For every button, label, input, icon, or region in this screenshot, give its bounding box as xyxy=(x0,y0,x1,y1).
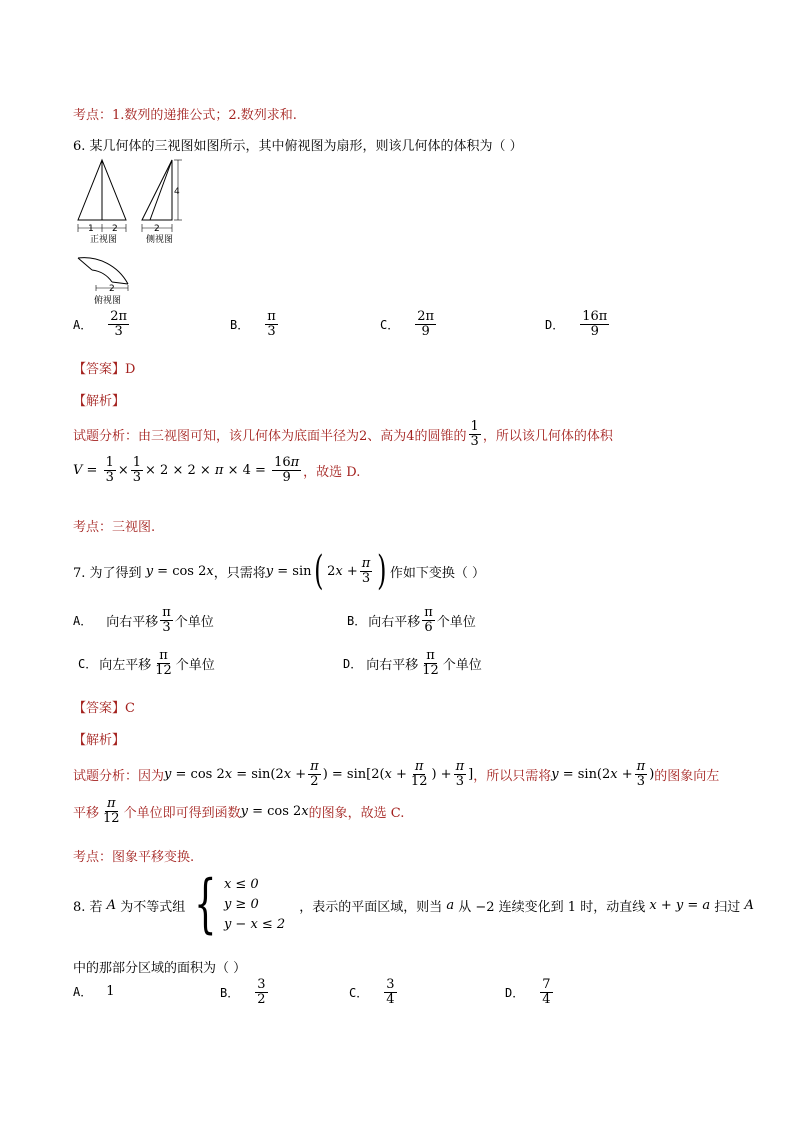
q7-stem-mid: ，只需将 xyxy=(213,565,266,581)
frac-den: 3 xyxy=(267,323,276,339)
option-label: B． xyxy=(230,317,250,332)
q6-option-c xyxy=(380,310,438,338)
analysis-text: 个单位即可得到函数 xyxy=(123,805,241,821)
analysis-conclusion: ，故选 D. xyxy=(303,464,361,480)
option-value: 1 xyxy=(106,984,115,999)
side-view-label: 侧视图 xyxy=(146,235,174,245)
frac-den: 4 xyxy=(542,991,551,1007)
frac-den: 3 xyxy=(114,323,123,339)
q7-option-d xyxy=(343,649,482,677)
front-dim-1: 1 xyxy=(88,224,94,234)
frac-num: 2π xyxy=(110,309,128,324)
option-label: A． xyxy=(73,985,93,999)
side-dim-2: 2 xyxy=(154,224,160,234)
q8-stem-after3: 扫过 xyxy=(714,899,741,915)
top-dim-2: 2 xyxy=(109,284,115,294)
q8-stem-line2: 中的那部分区域的面积为（ ） xyxy=(73,961,247,976)
option-text: 个单位 xyxy=(442,657,482,673)
q6-stem: 6. 某几何体的三视图如图所示，其中俯视图为扇形，则该几何体的体积为（ ） xyxy=(73,139,523,154)
option-text: 个单位 xyxy=(175,657,215,673)
q7-answer xyxy=(73,697,135,716)
analysis-text: 平移 xyxy=(73,805,100,821)
frac-den: 3 xyxy=(470,433,479,449)
frac-num: 3 xyxy=(386,977,395,992)
q8-stem-after2: 从 −2 连续变化到 1 时，动直线 xyxy=(458,899,646,915)
three-view-figure xyxy=(72,158,212,308)
option-label: C． xyxy=(380,317,400,332)
option-text: 向右平移 xyxy=(368,614,421,630)
analysis-text: 的图象，故选 C. xyxy=(308,805,405,821)
q7-option-c xyxy=(78,649,215,677)
option-label: B． xyxy=(347,613,367,628)
frac-num: 7 xyxy=(542,977,551,992)
q7-option-b xyxy=(347,606,476,634)
front-dim-2: 2 xyxy=(112,224,118,234)
q8-option-d xyxy=(505,978,555,1006)
option-text: 个单位 xyxy=(174,614,214,630)
analysis-text: 试题分析：由三视图可知，该几何体为底面半径为2、高为4的圆锥的 xyxy=(73,428,467,444)
frac-den: 12 xyxy=(422,662,439,678)
frac-num: π xyxy=(424,605,433,620)
q6-kaodian: 考点：三视图. xyxy=(73,520,156,535)
inequality: x ≤ 0 xyxy=(223,877,259,892)
q7-stem-end: 作如下变换（ ） xyxy=(389,565,486,581)
q7-option-a xyxy=(73,606,214,634)
analysis-text: ，所以该几何体的体积 xyxy=(482,428,613,444)
option-label: D． xyxy=(343,656,363,671)
option-label: C． xyxy=(78,656,98,671)
front-view xyxy=(78,160,126,220)
answer-value: C xyxy=(125,701,135,716)
q8-stem: 8. 若 A 为不等式组 { x ≤ 0 y ≥ 0 y − x ≤ 2 ，表示的平面区域，则当 a 从 −2 连续变化到 1 时，动直线 x + y = a 扫过 A xyxy=(73,867,754,942)
q6-analysis-tag: 【解析】 xyxy=(73,394,126,409)
q7-analysis-tag: 【解析】 xyxy=(73,733,126,748)
frac-den: 12 xyxy=(155,662,172,678)
option-label: A． xyxy=(73,613,93,628)
answer-value: D xyxy=(125,362,136,377)
q8-option-a xyxy=(73,983,115,1000)
q7-stem: 7. 为了得到 y = cos 2x ，只需将 y = sin ( 2x + $\frac{\pi}{3}$ ) 作如下变换（ ） xyxy=(73,548,486,594)
frac-den: 6 xyxy=(424,619,433,635)
q8-stem-mid: 为不等式组 xyxy=(120,899,186,915)
frac-num: π xyxy=(162,605,171,620)
q8-stem-after: ，表示的平面区域，则当 xyxy=(299,899,443,915)
q6-analysis-line1 xyxy=(73,420,613,448)
answer-tag: 【答案】 xyxy=(73,362,126,377)
q6-option-b xyxy=(230,310,280,338)
q6-volume-formula: V = $\frac{1}{3}$ × $\frac{1}{3}$ × 2 × 2 × π × 4 = $\frac{16\pi}{9}$ ，故选 D. xyxy=(73,455,361,485)
option-label: D． xyxy=(545,317,565,332)
q8-stem-pre: 8. 若 xyxy=(73,899,103,915)
frac-den: 9 xyxy=(590,323,599,339)
analysis-text: ，所以只需将 xyxy=(473,768,552,784)
frac-num: 16π xyxy=(582,309,608,324)
front-view-label: 正视图 xyxy=(90,235,118,245)
analysis-text: 的图象向左 xyxy=(654,768,720,784)
option-text: 向左平移 xyxy=(99,657,152,673)
option-label: B． xyxy=(220,985,240,1000)
q8-option-b xyxy=(220,978,270,1006)
analysis-text: 试题分析：因为 xyxy=(73,768,165,784)
q7-stem-prefix: 7. 为了得到 xyxy=(73,565,142,581)
q6-option-a xyxy=(73,310,131,338)
frac-num: π xyxy=(426,648,435,663)
inequality-system xyxy=(224,875,285,935)
top-view xyxy=(78,258,128,284)
answer-tag: 【答案】 xyxy=(73,701,126,716)
option-label: A． xyxy=(73,317,93,332)
kaodian-q5: 考点：1.数列的递推公式；2.数列求和. xyxy=(73,108,297,123)
top-view-label: 俯视图 xyxy=(94,296,122,306)
inequality: y − x ≤ 2 xyxy=(223,917,286,932)
frac-num: π xyxy=(267,309,276,324)
frac-den: 4 xyxy=(386,991,395,1007)
q7-kaodian: 考点：图象平移变换. xyxy=(73,850,195,865)
frac-den: 9 xyxy=(421,323,430,339)
frac-num: 3 xyxy=(257,977,266,992)
frac-num: 2π xyxy=(417,309,435,324)
option-label: D． xyxy=(505,985,525,1000)
option-text: 向右平移 xyxy=(106,614,159,630)
q6-option-d xyxy=(545,310,611,338)
q7-analysis-line2: 平移 $\frac{\pi}{12}$ 个单位即可得到函数 y = cos 2x 的图象，故选 C. xyxy=(73,796,405,826)
frac-num: 1 xyxy=(470,419,479,434)
frac-den: 2 xyxy=(257,991,266,1007)
option-text: 个单位 xyxy=(436,614,476,630)
frac-den: 3 xyxy=(162,619,171,635)
q6-answer xyxy=(73,358,135,377)
side-view xyxy=(142,160,172,220)
frac-num: π xyxy=(159,648,168,663)
q8-option-c xyxy=(349,978,399,1006)
inequality: y ≥ 0 xyxy=(223,897,259,912)
side-dim-4: 4 xyxy=(174,187,180,197)
option-text: 向右平移 xyxy=(366,657,419,673)
option-label: C． xyxy=(349,985,369,1000)
q7-analysis-line1: 试题分析：因为 y = cos 2x = sin(2x + $\frac{\pi}{2}$ ) = sin[2(x + $\frac{\pi}{12}$ ) + $\frac{\pi}{3}$ ] ，所以只需将 y = sin(2x + $\frac{\pi}{3}$ ) 的图象向左 xyxy=(73,759,720,789)
